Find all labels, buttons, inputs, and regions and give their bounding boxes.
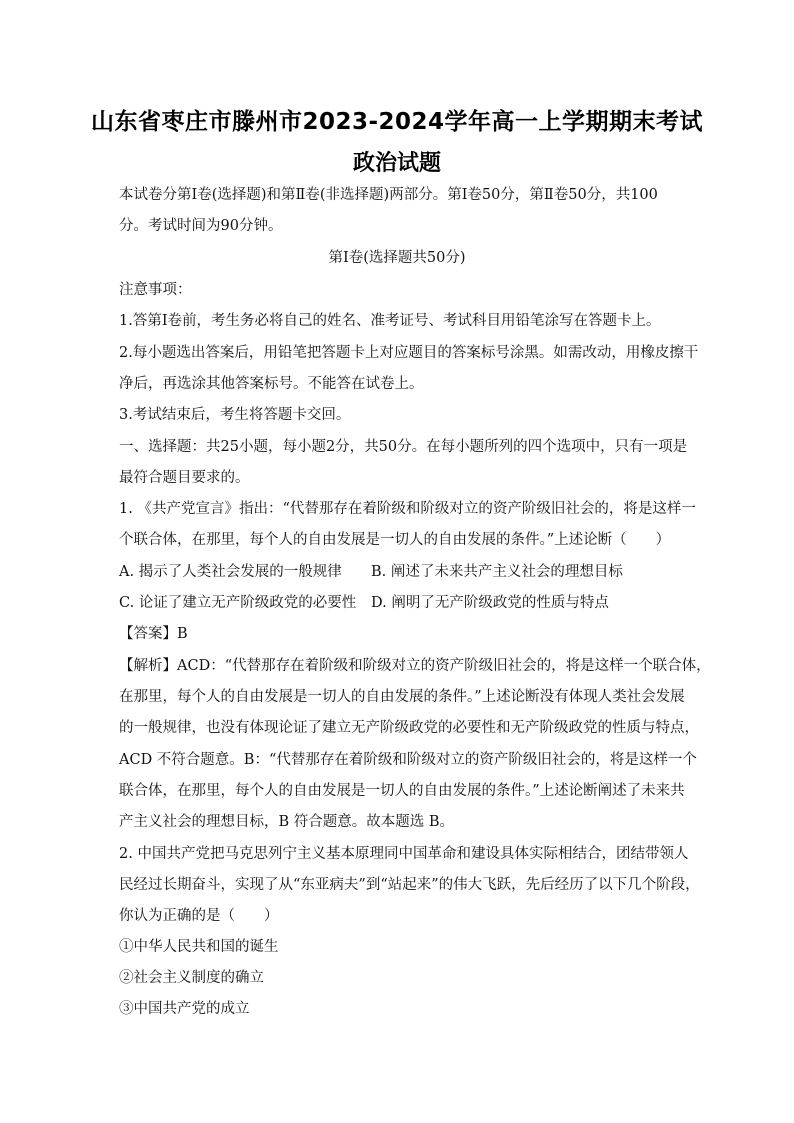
notes-heading: 注意事项：	[119, 282, 192, 298]
analysis-line: 在那里，每个人的自由发展是一切人的自由发展的条件。”上述论断没有体现人类社会发展	[119, 689, 685, 705]
note-line: 净后，再选涂其他答案标号。不能答在试卷上。	[119, 376, 424, 392]
option-d: D. 阐明了无产阶级政党的性质与特点	[371, 595, 609, 611]
question-stem: 你认为正确的是（ ）	[119, 908, 279, 924]
section-heading: 第Ⅰ卷(选择题共50分)	[328, 250, 466, 266]
answer-line: 【答案】B	[119, 626, 188, 642]
question-stem: 2. 中国共产党把马克思列宁主义基本原理同中国革命和建设具体实际相结合，团结带领人	[119, 846, 689, 862]
list-item: ②社会主义制度的确立	[119, 970, 264, 986]
list-item: ③中国共产党的成立	[119, 1001, 250, 1017]
question-stem: 民经过长期奋斗，实现了从“东亚病夫”到“站起来”的伟大飞跃，先后经历了以下几个阶段，	[119, 877, 700, 893]
part-heading: 最符合题目要求的。	[119, 470, 250, 486]
analysis-line: 产主义社会的理想目标，B 符合题意。故本题选 B。	[119, 814, 455, 830]
exam-title: 山东省枣庄市滕州市2023-2024学年高一上学期期末考试	[90, 109, 704, 135]
option-c: C. 论证了建立无产阶级政党的必要性	[119, 595, 357, 611]
option-a: A. 揭示了人类社会发展的一般规律	[119, 564, 342, 580]
list-item: ①中华人民共和国的诞生	[119, 939, 279, 955]
part-heading: 一、选择题：共25小题，每小题2分，共50分。在每小题所列的四个选项中，只有一项是	[119, 439, 688, 455]
analysis-line: 联合体，在那里，每个人的自由发展是一切人的自由发展的条件。”上述论断阐述了未来共	[119, 783, 685, 799]
analysis-line: 【解析】ACD：“代替那存在着阶级和阶级对立的资产阶级旧社会的，将是这样一个联合体，	[119, 658, 711, 674]
note-line: 2.每小题选出答案后，用铅笔把答题卡上对应题目的答案标号涂黑。如需改动，用橡皮擦干	[119, 345, 699, 361]
exam-subtitle: 政治试题	[352, 151, 441, 176]
question-stem: 1. 《共产党宣言》指出：“代替那存在着阶级和阶级对立的资产阶级旧社会的，将是这样一	[119, 501, 696, 517]
note-line: 1.答第Ⅰ卷前，考生务必将自己的姓名、准考证号、考试科目用铅笔涂写在答题卡上。	[119, 313, 661, 329]
intro-line: 分。考试时间为90分钟。	[119, 218, 283, 234]
note-line: 3.考试结束后，考生将答题卡交回。	[119, 407, 351, 423]
question-stem: 个联合体，在那里，每个人的自由发展是一切人的自由发展的条件。”上述论断（ ）	[119, 532, 671, 548]
analysis-line: ACD 不符合题意。B：“代替那存在着阶级和阶级对立的资产阶级旧社会的，将是这样一个	[119, 752, 697, 768]
intro-line: 本试卷分第Ⅰ卷(选择题)和第Ⅱ卷(非选择题)两部分。第Ⅰ卷50分，第Ⅱ卷50分，共100	[119, 187, 658, 203]
analysis-line: 的一般规律，也没有体现论证了建立无产阶级政党的必要性和无产阶级政党的性质与特点，	[119, 720, 699, 736]
option-b: B. 阐述了未来共产主义社会的理想目标	[371, 564, 623, 580]
